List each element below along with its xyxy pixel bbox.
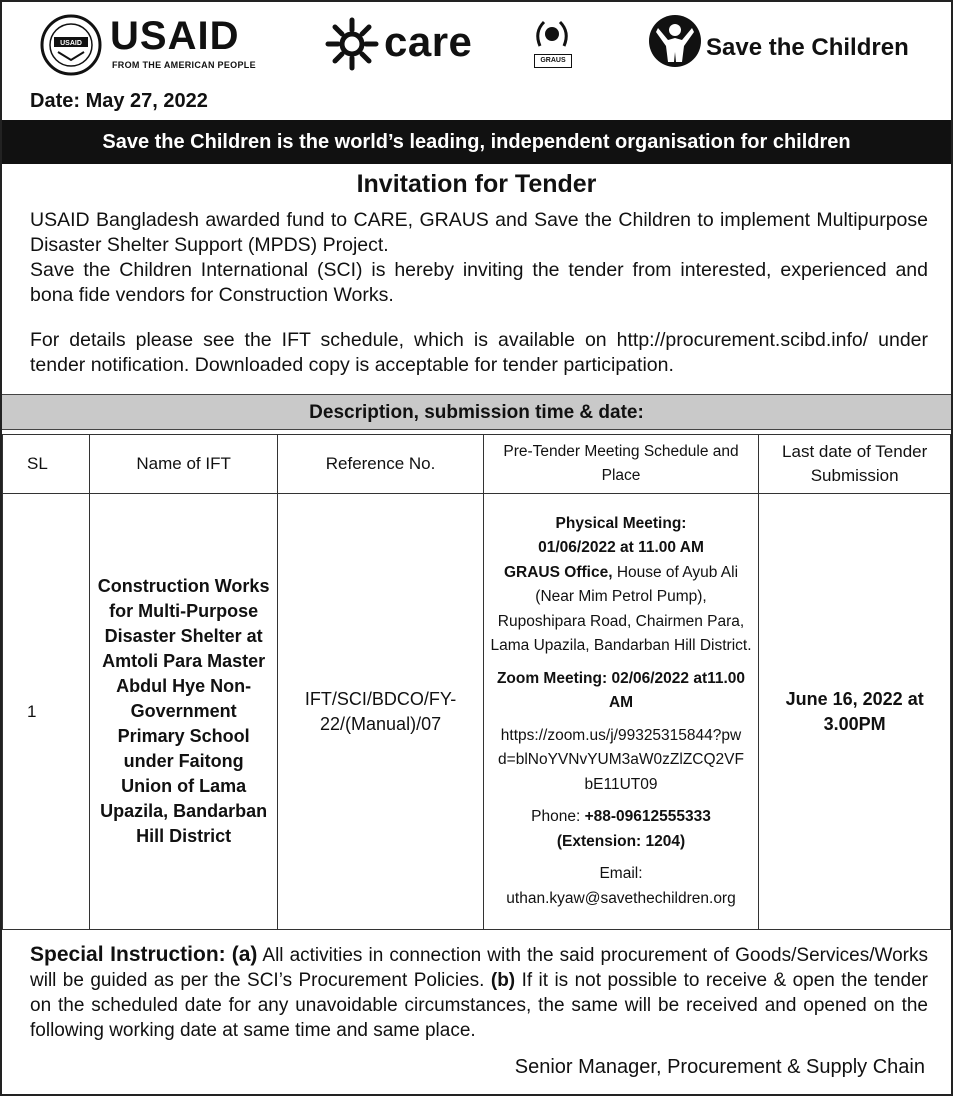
- special-b-text: If it is not possible to receive & open the tender on the scheduled date for any unavoidable circumstances, the same will be received and opened on the following working date at same time and same place.: [30, 970, 928, 1041]
- meeting-venue: [490, 561, 753, 659]
- venue-address: House of Ayub Ali (Near Mim Petrol Pump), Ruposhipara Road, Chairmen Para, Lama Upazila, Bandarban Hill District.: [490, 563, 752, 655]
- child-figure-icon: [648, 14, 702, 68]
- special-label: Special Instruction:: [30, 943, 226, 966]
- physical-meeting-datetime: 01/06/2022 at 11.00 AM: [538, 539, 704, 557]
- logo-bar: [2, 2, 951, 88]
- special-a-text: All activities in connection with the said procurement of Goods/Services/Works will be guided as per the SCI’s Procurement Policies.: [30, 945, 929, 991]
- graus-label: GRAUS: [534, 54, 572, 68]
- graus-logo: [530, 16, 574, 72]
- header-sl: SL: [3, 435, 90, 494]
- zoom-link[interactable]: https://zoom.us/j/99325315844?pwd=blNoYVNvYUM3aW0zZlZCQ2VFbE11UT09: [498, 726, 744, 793]
- usaid-logo: [40, 12, 260, 74]
- save-the-children-wordmark: Save the Children: [706, 34, 909, 61]
- special-a-marker: (a): [231, 943, 258, 966]
- cell-meeting: [483, 494, 759, 930]
- tender-table: [2, 434, 951, 930]
- intro-text: [30, 208, 928, 308]
- phone-label: Phone:: [531, 808, 581, 826]
- notice-date: Date: May 27, 2022: [30, 90, 208, 112]
- intro-paragraph-2: Save the Children International (SCI) is hereby inviting the tender from interested, experienced and bona fide vendors for Construction Works.: [30, 259, 928, 306]
- cell-name: Construction Works for Multi-Purpose Disaster Shelter at Amtoli Para Master Abdul Hye Non-Government Primary School under Faitong Union of Lama Upazila, Bandarban Hill District: [89, 494, 278, 930]
- phone-value: +88-09612555333: [584, 808, 711, 826]
- tagline-banner: Save the Children is the world’s leading, independent organisation for children: [2, 120, 951, 164]
- phone-extension: (Extension: 1204): [556, 832, 686, 850]
- details-text: For details please see the IFT schedule, which is available on http://procurement.scibd.info/ under tender notification. Downloaded copy is acceptable for tender participation.: [30, 329, 928, 376]
- venue-name: GRAUS Office,: [503, 563, 613, 581]
- special-instruction: [30, 942, 928, 1043]
- intro-paragraph-1: USAID Bangladesh awarded fund to CARE, GRAUS and Save the Children to implement Multipurpose Disaster Shelter Support (MPDS) Project.: [30, 209, 928, 256]
- table-header-row: [3, 435, 951, 494]
- header-meeting: Pre-Tender Meeting Schedule and Place: [483, 435, 759, 494]
- cell-sl: 1: [3, 494, 90, 930]
- cell-last-date: June 16, 2022 at 3.00PM: [759, 494, 951, 930]
- header-reference: Reference No.: [278, 435, 483, 494]
- care-logo: [324, 16, 494, 74]
- save-the-children-logo: [648, 14, 928, 76]
- page-title: Invitation for Tender: [356, 170, 597, 198]
- usaid-tagline: FROM THE AMERICAN PEOPLE: [112, 60, 256, 70]
- special-b-marker: (b): [490, 970, 516, 991]
- phone-line: [490, 805, 753, 830]
- header-last-date: Last date of Tender Submission: [759, 435, 951, 494]
- table-row: [3, 494, 951, 930]
- email-label: Email:: [599, 865, 643, 883]
- usaid-wordmark: USAID: [110, 14, 240, 58]
- usaid-seal-icon: [40, 14, 102, 76]
- svg-text:USAID: USAID: [60, 40, 82, 47]
- zoom-meeting: Zoom Meeting: 02/06/2022 at11.00 AM: [496, 669, 746, 712]
- cell-reference: IFT/SCI/BDCO/FY-22/(Manual)/07: [278, 494, 483, 930]
- header-name: Name of IFT: [89, 435, 278, 494]
- email-value[interactable]: uthan.kyaw@savethechildren.org: [506, 889, 736, 907]
- section-heading: Description, submission time & date:: [2, 394, 951, 430]
- signature: Senior Manager, Procurement & Supply Chain: [514, 1056, 925, 1078]
- physical-meeting-label: Physical Meeting:: [555, 514, 687, 532]
- graus-wreath-icon: [530, 16, 574, 52]
- care-hands-icon: [324, 16, 380, 72]
- care-wordmark: care: [384, 18, 473, 65]
